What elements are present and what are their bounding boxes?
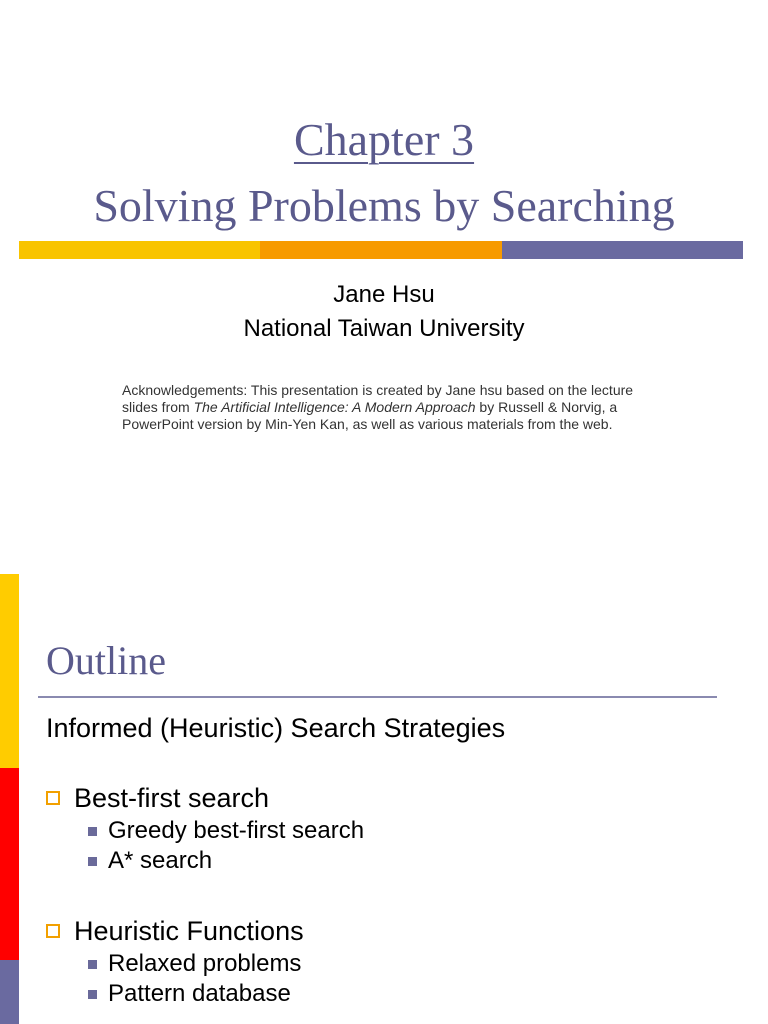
square-bullet-icon <box>88 990 97 999</box>
side-bar-purple <box>0 960 19 1024</box>
color-bar-yellow <box>19 241 260 259</box>
bullet-heuristic-functions: Heuristic Functions <box>46 913 304 949</box>
author-affiliation: National Taiwan University <box>243 315 525 342</box>
slide-title: Solving Problems by Searching <box>93 180 675 231</box>
sub-bullet-greedy: Greedy best-first search <box>88 816 364 846</box>
book-title: The Artificial Intelligence: A Modern Approach <box>193 399 476 415</box>
side-bar-red <box>0 768 19 960</box>
side-bar-yellow <box>0 574 19 768</box>
sub-bullet-astar: A* search <box>88 846 212 876</box>
outline-title: Outline <box>46 638 166 683</box>
color-bar-purple <box>502 241 743 259</box>
hollow-square-bullet-icon <box>46 791 60 805</box>
hollow-square-bullet-icon <box>46 924 60 938</box>
square-bullet-icon <box>88 857 97 866</box>
square-bullet-icon <box>88 827 97 836</box>
square-bullet-icon <box>88 960 97 969</box>
author-block <box>0 278 768 346</box>
title-divider <box>38 696 717 698</box>
outline-subtitle: Informed (Heuristic) Search Strategies <box>46 713 506 743</box>
outline-slide <box>0 574 768 1024</box>
sub-bullet-relaxed: Relaxed problems <box>88 949 301 979</box>
chapter-title: Chapter 3 <box>293 114 475 165</box>
author-name: Jane Hsu <box>333 281 435 308</box>
bullet-best-first-search: Best-first search <box>46 780 269 816</box>
sub-bullet-pattern: Pattern database <box>88 979 291 1009</box>
color-bar-orange <box>260 241 501 259</box>
acknowledgement: Acknowledgements: This presentation is created by Jane hsu based on the lecture slides from The Artificial Intelligence: A Modern Approach by Russell & Norvig, a PowerPoint version by Min-Yen Kan, as well as various materials from the web. <box>122 382 634 432</box>
color-bar <box>19 241 743 259</box>
